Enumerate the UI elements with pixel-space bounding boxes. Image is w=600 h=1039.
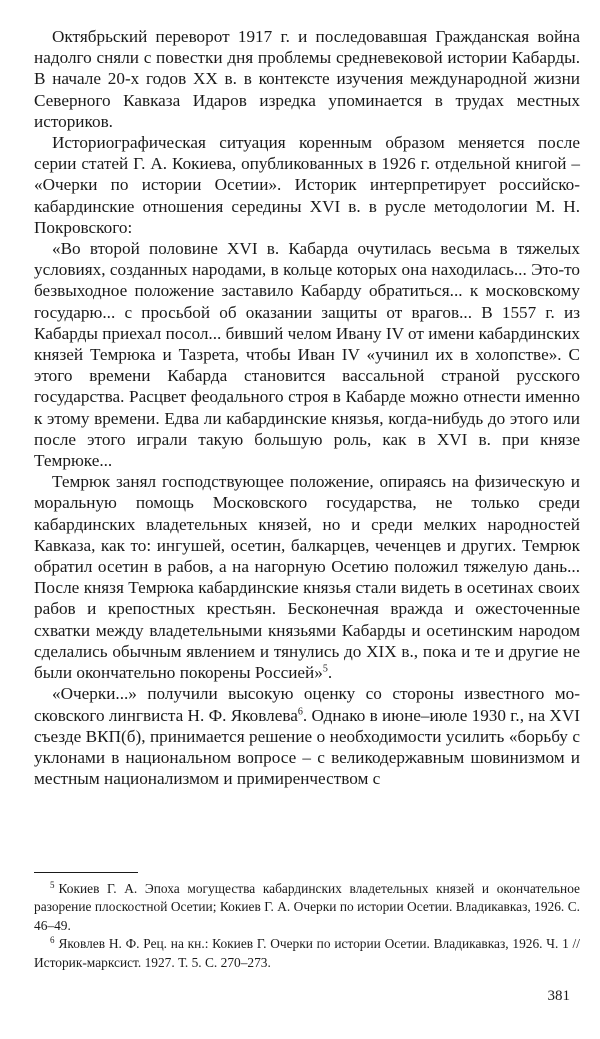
paragraph-text: Октябрьский переворот 1917 г. и последовавшая Гражданская война надолго сняли с повестки дня проблемы средневековой истории Кабарды. В начале 20-х годов XX в. в контексте изучения международной жизни Северного Кавказа Идаров изредка упоминается в трудах местных историков.: [34, 27, 580, 131]
main-text: [34, 26, 580, 789]
paragraph-text: Темрюк занял господствующее положение, опираясь на физическую и моральную помощь Московского государства, не только среди кабардинских владетельных князей, но и среди мелких народностей Кавказа, как то: ингушей, осетин, балкарцев, чеченцев и других. Темрюк обратил осетин в рабов, а на нагорную Осетию положил тяжелую дань... После князя Темрюка кабардинские князья стали видеть в осетинах своих рабов и крепостных крестьян. Бесконечная вражда и ожесточенные схватки между владетельными князьями Кабарды и осетинским народом сделались обычным явлением и тянулись до XIX в., пока и те и другие не были окончательно покорены Россией»: [34, 472, 580, 683]
quotation-paragraph-1: [34, 238, 580, 471]
paragraph-2: [34, 132, 580, 238]
footnote-text: Яковлев Н. Ф. Рец. на кн.: Кокиев Г. Очерки по истории Осетии. Владикавказ, 1926. Ч. 1 // Историк-марксист. 1927. Т. 5. С. 270–273.: [34, 936, 580, 970]
page-number: 381: [547, 988, 570, 1004]
footnote-text: Кокиев Г. А. Эпоха могущества кабардинских владетельных князей и окончательное разорение плоскостной Осетии; Кокиев Г. А. Очерки по истории Осетии. Владикавказ, 1926. С. 46–49.: [34, 881, 580, 933]
paragraph-text: «Во второй половине XVI в. Кабарда очутилась весьма в тяжелых условиях, созданных народами, в кольце которых она находилась... Это-то безвыходное положение заставило Кабарду обратиться... к московскому государю... с просьбой об оказании защиты от врагов... В 1557 г. из Кабарды приехал посол... бивший челом Ивану IV от имени кабардинских князей Темрюка и Тазрета, чтобы Иван IV «учинил их в холопстве». С этого времени Кабарда становится вассальной страной русского государства. Расцвет феодального строя в Кабарде можно отнести именно к этому времени. Едва ли кабардинские князья, когда-нибудь до этого или после этого играли такую большую роль, как в XVI в. при князе Темрюке...: [34, 239, 580, 471]
footnote-number: 6: [50, 934, 55, 945]
paragraph-3: [34, 683, 580, 789]
paragraph-1: [34, 26, 580, 132]
paragraph-text: «Очерки...» получили высокую оценку со стороны известного московского лингвиста Н. Ф. Яковлева: [34, 684, 580, 725]
footnote-6: [34, 935, 580, 972]
footnote-ref-5[interactable]: 5: [322, 663, 328, 675]
footnote-divider: [34, 872, 138, 873]
paragraph-text: Историографическая ситуация коренным образом меняется после серии статей Г. А. Кокиева, опубликованных в 1926 г. отдельной книгой – «Очерки по истории Осетии». Историк интерпретирует российско-кабардинские отношения середины XVI в. в русле методологии М. Н. Покровского:: [34, 133, 580, 237]
quotation-paragraph-2: Темрюк занял господствующее положение, опираясь на физическую и моральную помощь Московского государства, не только среди кабардинских владетельных князей, но и среди мелких народностей Кавказа, как то: ингушей, осетин, балкарцев, чеченцев и других. Темрюк обратил осетин в рабов, а на нагорную Осетию положил тяжелую дань... После князя Темрюка кабардинские князья стали видеть в осетинах своих рабов и крепостных крестьян. Бесконечная вражда и ожесточенные схватки между владетельными князьями Кабарды и осетинским народом сделались обычным явлением и тянулись до XIX в., пока и те и другие не были окончательно покорены Россией»$^5$.: [34, 472, 580, 683]
footnote-number: 5: [50, 879, 55, 890]
footnote-5: [34, 880, 580, 935]
paragraph-text-continued: . Однако в июне–июле 1930 г., на XVI съезде ВКП(б), принимается решение о необходимости усилить «борьбу с уклонами в национальном вопросе – с великодержавным шовинизмом и местным национализмом и примиренчеством с: [34, 705, 580, 789]
footnotes: [34, 880, 580, 972]
footnote-ref-6[interactable]: 6: [297, 705, 303, 717]
